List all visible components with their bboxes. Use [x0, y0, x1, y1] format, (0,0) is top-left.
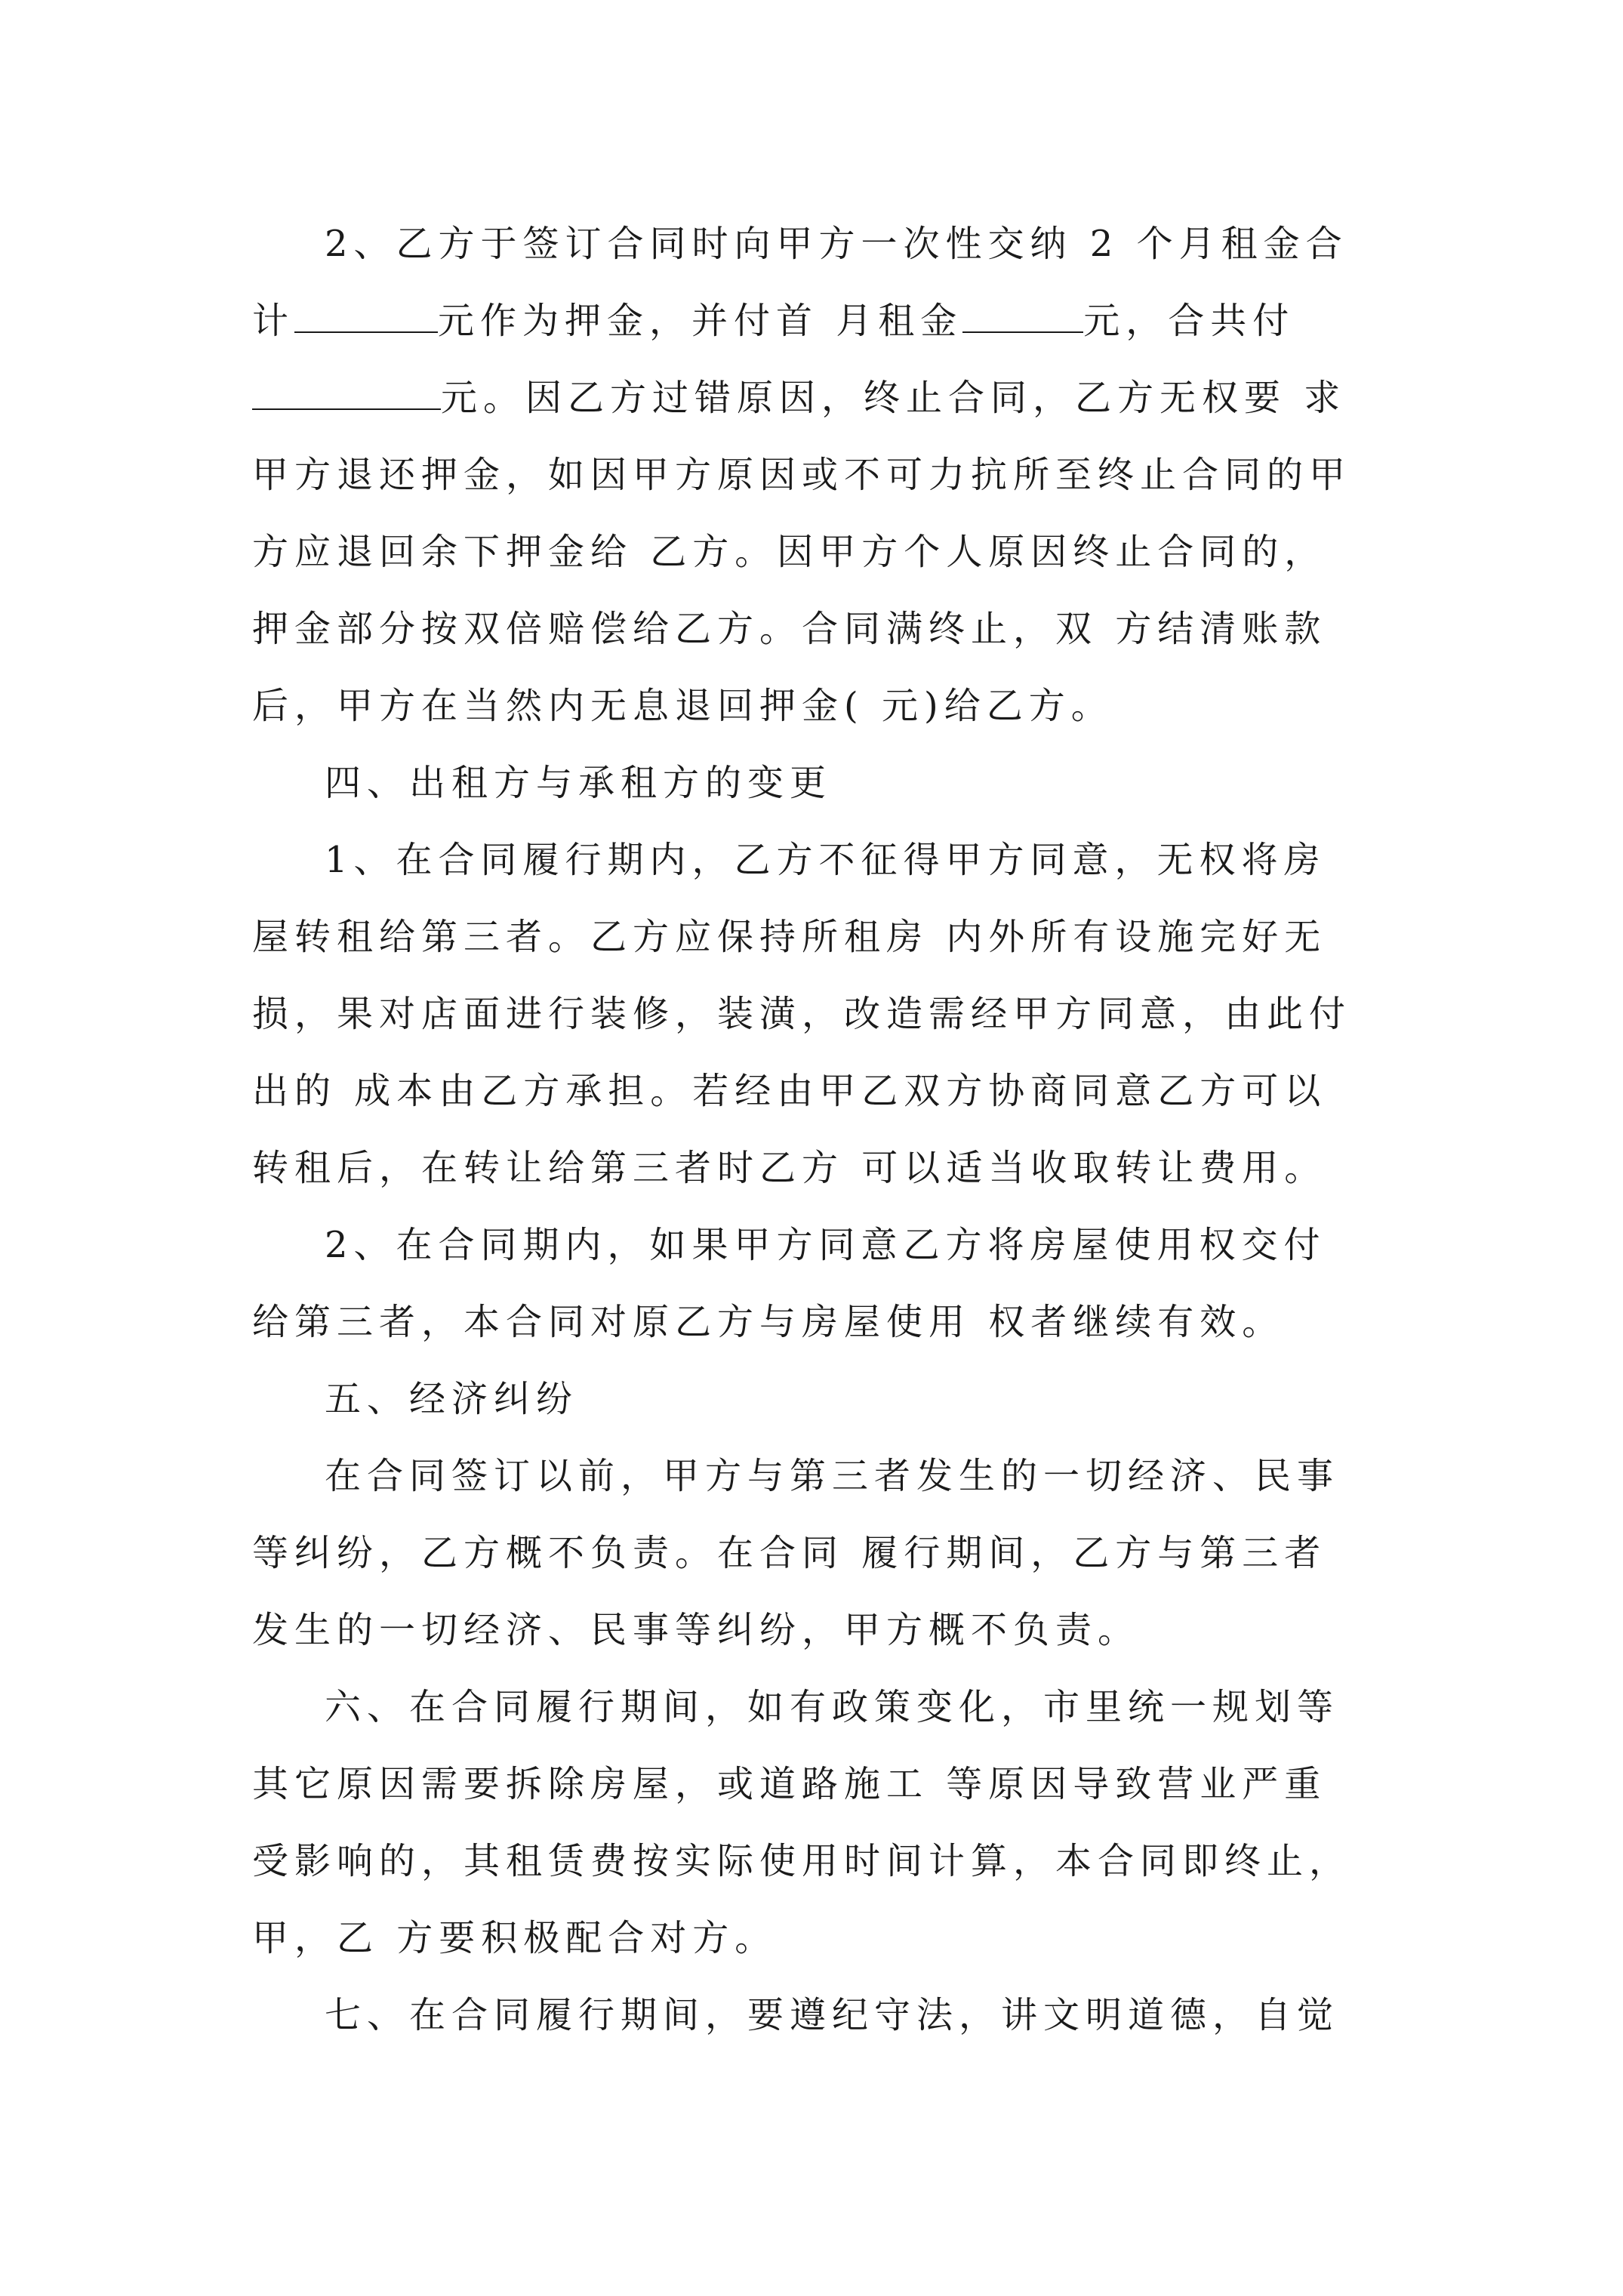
- paragraph-line: 发生的一切经济、民事等纠纷，甲方概不负责。: [252, 1609, 1141, 1651]
- paragraph-line: 给第三者，本合同对原乙方与房屋使用 权者继续有效。: [252, 1301, 1285, 1343]
- fill-in-blank: [252, 378, 441, 410]
- paragraph-line: 后，甲方在当然内无息退回押金( 元)给乙方。: [252, 685, 1113, 727]
- paragraph-line: 屋转租给第三者。乙方应保持所租房 内外所有设施完好无: [252, 916, 1327, 958]
- paragraph-line: 甲，乙 方要积极配合对方。: [252, 1917, 778, 1959]
- paragraph-line: 出的 成本由乙方承担。若经由甲乙双方协商同意乙方可以: [252, 1070, 1327, 1112]
- paragraph-line: 押金部分按双倍赔偿给乙方。合同满终止，双 方结清账款: [252, 608, 1327, 650]
- fill-in-blank: [962, 301, 1083, 333]
- section-heading: 四、出租方与承租方的变更: [325, 762, 833, 804]
- paragraph-line: 转租后，在转让给第三者时乙方 可以适当收取转让费用。: [252, 1147, 1327, 1189]
- line-segment: 元作为押金，并付首 月租金: [438, 300, 963, 342]
- paragraph-line: 在合同签订以前，甲方与第三者发生的一切经济、民事: [325, 1455, 1340, 1497]
- section-heading: 五、经济纠纷: [325, 1378, 579, 1420]
- paragraph-line: 七、在合同履行期间，要遵纪守法，讲文明道德，自觉: [325, 1994, 1340, 2036]
- line-segment: 元，合共付: [1083, 300, 1295, 342]
- line-prefix: 计: [252, 300, 295, 342]
- paragraph-line: 方应退回余下押金给 乙方。因甲方个人原因终止合同的，: [252, 531, 1327, 573]
- line-segment: 元。因乙方过错原因，终止合同，乙方无权要 求: [441, 377, 1347, 419]
- paragraph-line: 1、在合同履行期内，乙方不征得甲方同意，无权将房: [325, 839, 1326, 881]
- paragraph-line: 受影响的，其租赁费按实际使用时间计算，本合同即终止，: [252, 1840, 1352, 1882]
- paragraph-line: 甲方退还押金，如因甲方原因或不可力抗所至终止合同的甲: [252, 454, 1352, 496]
- paragraph-line: [252, 298, 1295, 344]
- paragraph-line: [252, 375, 1346, 421]
- paragraph-line: 等纠纷，乙方概不负责。在合同 履行期间，乙方与第三者: [252, 1532, 1327, 1574]
- fill-in-blank: [294, 301, 438, 333]
- paragraph-line: 其它原因需要拆除房屋，或道路施工 等原因导致营业严重: [252, 1763, 1327, 1805]
- paragraph-line: 六、在合同履行期间，如有政策变化，市里统一规划等: [325, 1686, 1340, 1728]
- paragraph-line: 损，果对店面进行装修，装潢，改造需经甲方同意，由此付: [252, 993, 1352, 1035]
- paragraph-line: 2、在合同期内，如果甲方同意乙方将房屋使用权交付: [325, 1224, 1326, 1266]
- paragraph-line: 2、乙方于签订合同时向甲方一次性交纳 2 个月租金合: [325, 223, 1348, 265]
